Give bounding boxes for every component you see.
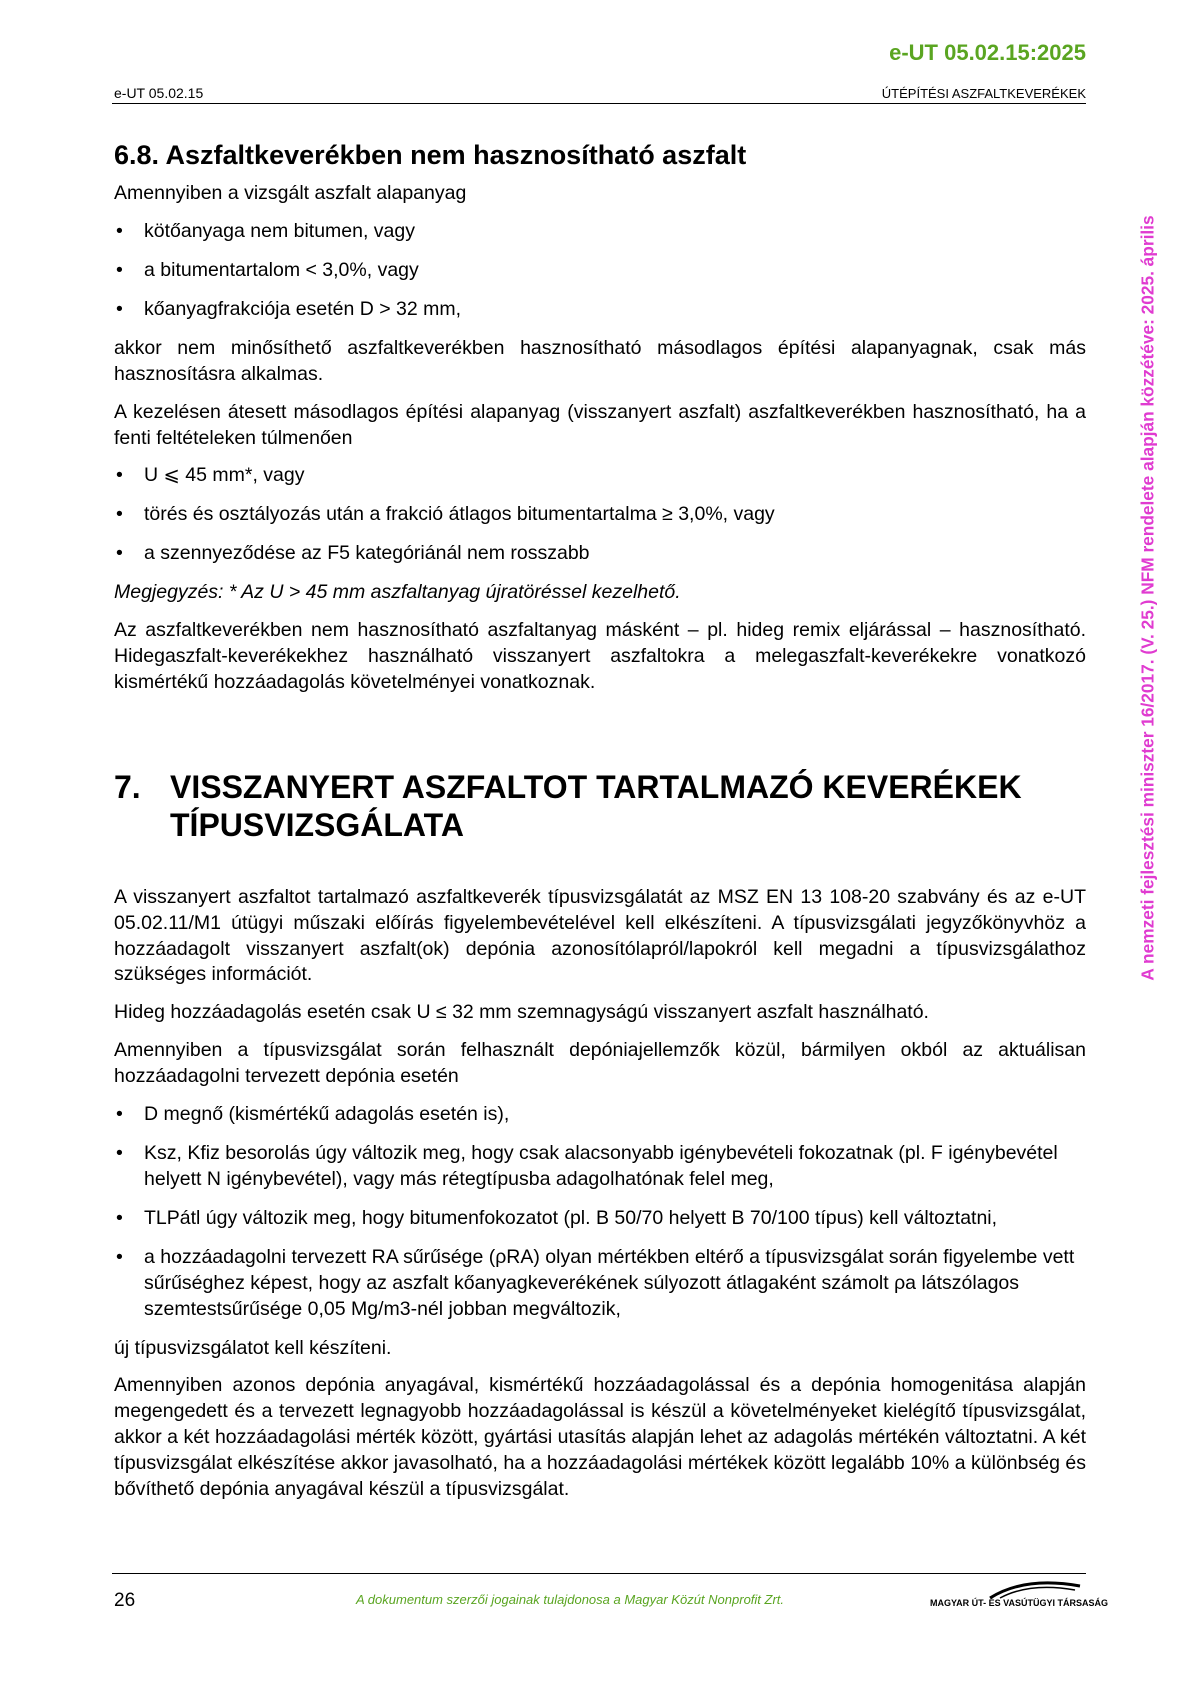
paragraph: Amennyiben a típusvizsgálat során felhasznált depóniajellemzők közül, bármilyen okból az aktuálisan hozzáadagolni tervezett depónia esetén xyxy=(114,1039,1086,1088)
list-item: • U ⩽ 45 mm*, vagy xyxy=(114,463,1086,489)
bullet-list xyxy=(114,219,1086,323)
section-7-heading xyxy=(114,768,1086,845)
paragraph: új típusvizsgálatot kell készíteni. xyxy=(114,1336,392,1359)
header-rule xyxy=(112,103,1086,104)
paragraph: Amennyiben azonos depónia anyagával, kismértékű hozzáadagolással és a depónia homogenitása alapján megengedett és a tervezett legnagyobb hozzáadagolással is készül a követelményeket kielégítő típusvizsgálat, akkor a két hozzáadagolási mérték között, gyártási utasítás alapján lehet az adagolás mértékén változtatni. A két típusvizsgálat elkészítése akkor javasolható, ha a hozzáadagolási mértékek között legalább 10% a különbség és bővíthető depónia anyagával készül a típusvizsgálat. xyxy=(114,1374,1086,1501)
paragraph: Amennyiben a vizsgált aszfalt alapanyag xyxy=(114,182,467,205)
list-item: • TLPátl úgy változik meg, hogy bitumenfokozatot (pl. B 50/70 helyett B 70/100 típus) kell változtatni, xyxy=(114,1206,1086,1232)
society-logo xyxy=(930,1578,1109,1612)
list-item: • kötőanyaga nem bitumen, vagy xyxy=(114,219,1086,245)
list-item: • a hozzáadagolni tervezett RA sűrűsége (ρRA) olyan mértékben eltérő a típusvizsgálat során figyelembe vett sűrűséghez képest, hogy az aszfalt kőanyagkeverékének súlyozott átlagaként számolt ρa látszólagos szemtestsűrűsége 0,05 Mg/m3-nél jobban megváltozik, xyxy=(114,1245,1086,1323)
header-right: ÚTÉPÍTÉSI ASZFALTKEVERÉKEK xyxy=(881,86,1086,101)
side-note: A nemzeti fejlesztési miniszter 16/2017. (V. 25.) NFM rendelete alapján közzétéve: 2025. április xyxy=(1137,215,1158,981)
list-item: • a bitumentartalom < 3,0%, vagy xyxy=(114,258,1086,284)
section-title: VISSZANYERT ASZFALTOT TARTALMAZÓ KEVERÉKEK TÍPUSVIZSGÁLATA xyxy=(170,768,1022,844)
list-item: • Ksz, Kfiz besorolás úgy változik meg, hogy csak alacsonyabb igénybevételi fokozatnak (pl. F igénybevétel helyett N igénybevétel), vagy más rétegtípusba adagolhatónak felel meg, xyxy=(114,1141,1086,1193)
road-arc-icon xyxy=(930,1578,1090,1600)
section-6-8-title: 6.8. Aszfaltkeverékben nem hasznosítható aszfalt xyxy=(114,140,747,170)
paragraph: akkor nem minősíthető aszfaltkeverékben hasznosítható másodlagos építési alapanyagnak, csak más hasznosításra alkalmas. xyxy=(114,336,1086,385)
list-item: • D megnő (kismértékű adagolás esetén is), xyxy=(114,1102,1086,1128)
list-item: • a szennyeződése az F5 kategóriánál nem rosszabb xyxy=(114,541,1086,567)
section-number: 7. xyxy=(114,768,141,805)
footer-copyright: A dokumentum szerzői jogainak tulajdonosa a Magyar Közút Nonprofit Zrt. xyxy=(356,1592,785,1607)
paragraph: Hideg hozzáadagolás esetén csak U ≤ 32 mm szemnagyságú visszanyert aszfalt használható. xyxy=(114,1001,929,1024)
page-number: 26 xyxy=(114,1590,136,1611)
header-left: e-UT 05.02.15 xyxy=(114,85,204,101)
doc-code: e-UT 05.02.15:2025 xyxy=(889,40,1086,65)
bullet-list xyxy=(114,463,1086,567)
paragraph: Az aszfaltkeverékben nem hasznosítható aszfaltanyag másként – pl. hideg remix eljárással – hasznosítható. Hidegaszfalt-keverékekhez használható visszanyert aszfaltokra a melegaszfalt-keverékekre vonatkozó kismértékű hozzáadagolás követelményei vonatkoznak. xyxy=(114,619,1086,693)
paragraph: A kezelésen átesett másodlagos építési alapanyag (visszanyert aszfalt) aszfaltkeverékben hasznosítható, ha a fenti feltételeken túlmenően xyxy=(114,400,1086,449)
footer-rule xyxy=(112,1573,1086,1574)
list-item: • törés és osztályozás után a frakció átlagos bitumentartalma ≥ 3,0%, vagy xyxy=(114,502,1086,528)
page-content xyxy=(114,140,1086,1515)
list-item: • kőanyagfrakciója esetén D > 32 mm, xyxy=(114,297,1086,323)
bullet-list xyxy=(114,1102,1086,1322)
logo-text: MAGYAR ÚT- ÉS VASÚTÜGYI TÁRSASÁG xyxy=(930,1598,1109,1608)
note: Megjegyzés: * Az U > 45 mm aszfaltanyag újratöréssel kezelhető. xyxy=(114,581,681,604)
paragraph: A visszanyert aszfaltot tartalmazó aszfaltkeverék típusvizsgálatát az MSZ EN 13 108-20 szabvány és az e-UT 05.02.11/M1 útügyi műszaki előírás figyelembevételével kell elkészíteni. A típusvizsgálati jegyzőkönyvhöz a hozzáadagolt visszanyert aszfalt(ok) depónia azonosítólapról/lapokról kell megadni a típusvizsgálathoz szükséges információt. xyxy=(114,885,1086,986)
